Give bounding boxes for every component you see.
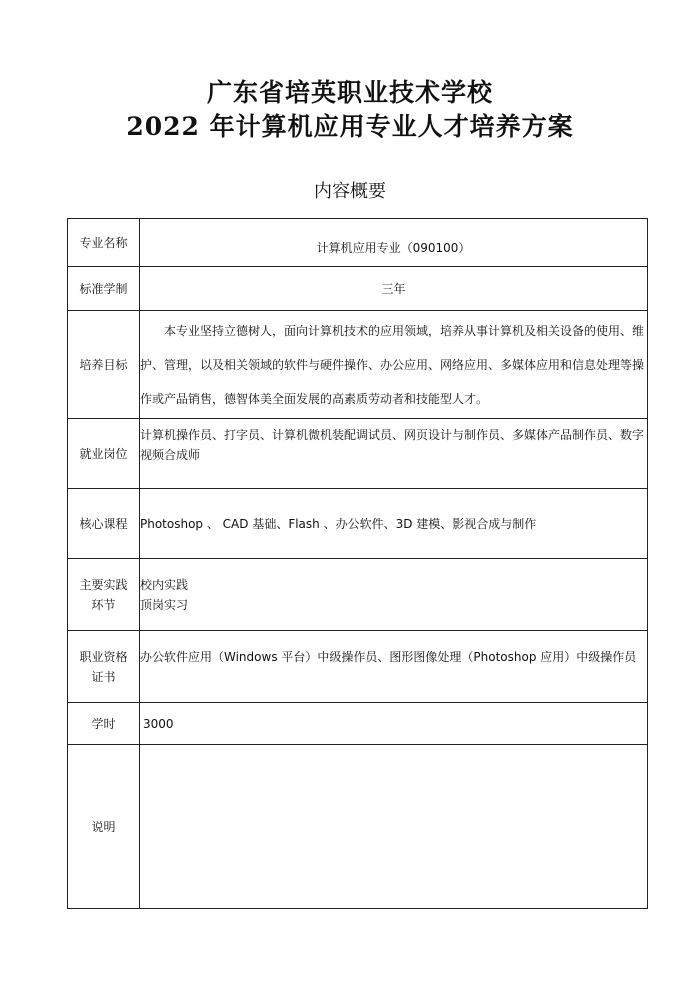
row-label-practice xyxy=(68,559,140,631)
row-label-objective: 培养目标 xyxy=(68,311,140,419)
table-row xyxy=(68,267,648,311)
overview-table xyxy=(67,218,648,909)
document-title-line-1: 广东省培英职业技术学校 xyxy=(206,78,493,107)
table-row xyxy=(68,311,648,419)
row-value-core-courses: Photoshop 、 CAD 基础、Flash 、办公软件、3D 建模、影视合成与制作 xyxy=(140,489,648,559)
table-row xyxy=(68,419,648,489)
row-value-jobs: 计算机操作员、打字员、计算机微机装配调试员、网页设计与制作员、多媒体产品制作员、数字视频合成师 xyxy=(140,419,648,489)
section-subtitle: 内容概要 xyxy=(314,181,386,202)
row-value-major-name: 计算机应用专业（090100） xyxy=(140,219,648,267)
practice-label-line-1: 主要实践 xyxy=(79,577,128,592)
row-label-duration: 标准学制 xyxy=(68,267,140,311)
row-label-certificate xyxy=(68,631,140,703)
practice-label-line-2: 环节 xyxy=(91,597,116,612)
table-row xyxy=(68,219,648,267)
row-value-notes xyxy=(140,745,648,909)
row-label-jobs: 就业岗位 xyxy=(68,419,140,489)
table-row xyxy=(68,631,648,703)
row-value-practice xyxy=(140,559,648,631)
certificate-label-line-1: 职业资格 xyxy=(79,649,128,664)
practice-value-line-2: 顶岗实习 xyxy=(140,597,189,612)
table-row xyxy=(68,559,648,631)
table-row xyxy=(68,745,648,909)
row-label-major-name: 专业名称 xyxy=(68,219,140,267)
row-value-objective xyxy=(140,311,648,419)
practice-value-line-1: 校内实践 xyxy=(140,577,189,592)
row-value-duration: 三年 xyxy=(140,267,648,311)
table-row xyxy=(68,489,648,559)
row-label-core-courses: 核心课程 xyxy=(68,489,140,559)
document-title-line-2: 2022 年计算机应用专业人才培养方案 xyxy=(126,112,574,141)
row-label-notes: 说明 xyxy=(68,745,140,909)
row-value-certificate: 办公软件应用（Windows 平台）中级操作员、图形图像处理（Photoshop 应用）中级操作员 xyxy=(140,631,648,703)
certificate-label-line-2: 证书 xyxy=(91,669,116,684)
row-value-hours: 3000 xyxy=(140,703,648,745)
row-label-hours: 学时 xyxy=(68,703,140,745)
objective-text: 本专业坚持立德树人，面向计算机技术的应用领域，培养从事计算机及相关设备的使用、维护、管理，以及相关领域的软件与硬件操作、办公应用、网络应用、多媒体应用和信息处理等操作或产品销售，德智体美全面发展的高素质劳动者和技能型人才。 xyxy=(140,323,645,406)
table-row xyxy=(68,703,648,745)
